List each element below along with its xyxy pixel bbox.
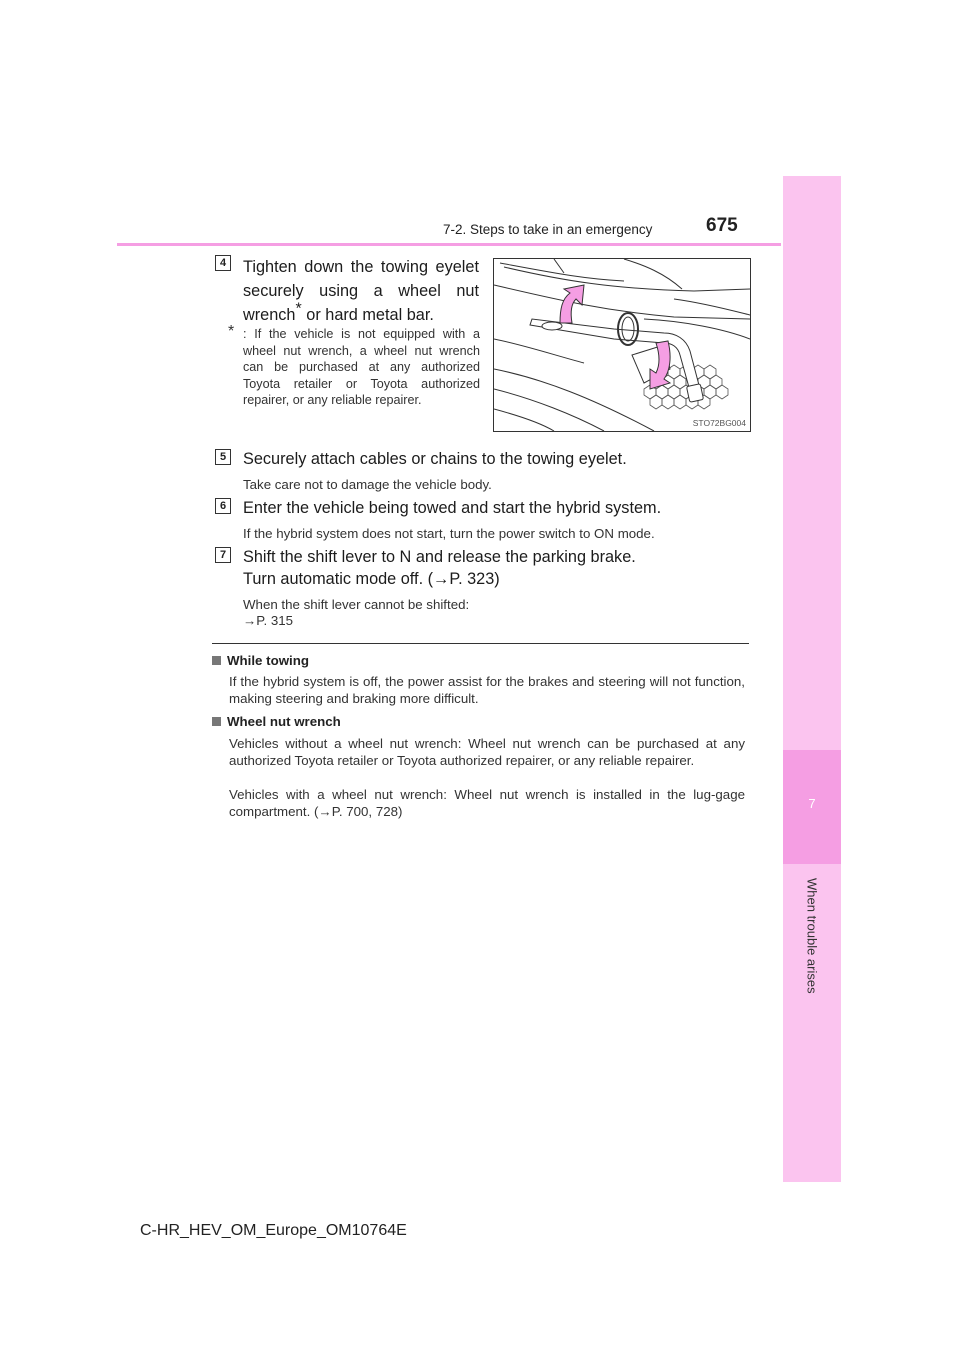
page-number: 675 xyxy=(706,215,738,236)
note-body-wheel-nut-wrench: Vehicles without a wheel nut wrench: Wheel nut wrench can be purchased at any authorized Toyota retailer or Toyota authorized repairer, or any reliable repairer. xyxy=(229,736,745,768)
footnote xyxy=(228,323,480,409)
note-body-while-towing: If the hybrid system is off, the power assist for the brakes and steering will not function, making steering and braking more difficult. xyxy=(229,674,745,706)
step-5-text: Securely attach cables or chains to the towing eyelet. xyxy=(243,450,627,468)
step-number-5: 5 xyxy=(215,449,231,465)
step-6-sub: If the hybrid system does not start, turn the power switch to ON mode. xyxy=(243,526,655,541)
chapter-number: 7 xyxy=(808,796,816,811)
footnote-text: : If the vehicle is not equipped with a wheel nut wrench, a wheel nut wrench can be purchased at any authorized Toyota retailer or Toyota authorized repairer, or any reliable repairer. xyxy=(243,327,480,407)
note-heading-wheel-nut-wrench xyxy=(212,714,341,729)
chapter-title-vertical xyxy=(783,878,841,1118)
section-divider xyxy=(212,643,749,644)
step-4-suffix: or hard metal bar. xyxy=(301,306,434,324)
step-number-7: 7 xyxy=(215,547,231,563)
note-heading-while-towing xyxy=(212,653,309,668)
step-5-sub: Take care not to damage the vehicle body. xyxy=(243,477,492,492)
step-7-text-line2: Turn automatic mode off. (→P. 323) xyxy=(243,570,500,588)
section-title: 7-2. Steps to take in an emergency xyxy=(443,222,653,237)
footnote-star: * xyxy=(228,323,235,340)
step-number-6: 6 xyxy=(215,498,231,514)
bullet-square-icon xyxy=(212,717,221,726)
towing-eyelet-illustration xyxy=(493,258,751,432)
step-number-4: 4 xyxy=(215,255,231,271)
chapter-title: When trouble arises xyxy=(804,878,820,994)
note-heading-text: While towing xyxy=(227,653,309,668)
step-6-text: Enter the vehicle being towed and start the hybrid system. xyxy=(243,499,662,517)
figure-code: STO72BG004 xyxy=(692,418,746,428)
note-heading-text: Wheel nut wrench xyxy=(227,714,341,729)
step-7-sub-line2: →P. 315 xyxy=(243,613,294,628)
document-id: C-HR_HEV_OM_Europe_OM10764E xyxy=(140,1222,407,1239)
step-4-text xyxy=(243,255,479,327)
header-rule xyxy=(117,243,781,246)
step-4-main: Tighten down the towing eyelet securely using a wheel nut wrench xyxy=(243,258,479,324)
bullet-square-icon xyxy=(212,656,221,665)
footnote-mark: * xyxy=(295,300,302,318)
wrench-diagram xyxy=(494,259,750,431)
step-7-sub: When the shift lever cannot be shifted: xyxy=(243,597,470,612)
step-7-text: Shift the shift lever to N and release the parking brake. xyxy=(243,548,636,566)
note-body-wheel-nut-wrench-2: Vehicles with a wheel nut wrench: Wheel nut wrench is installed in the lug-gage compartment. (→P. 700, 728) xyxy=(229,787,745,819)
